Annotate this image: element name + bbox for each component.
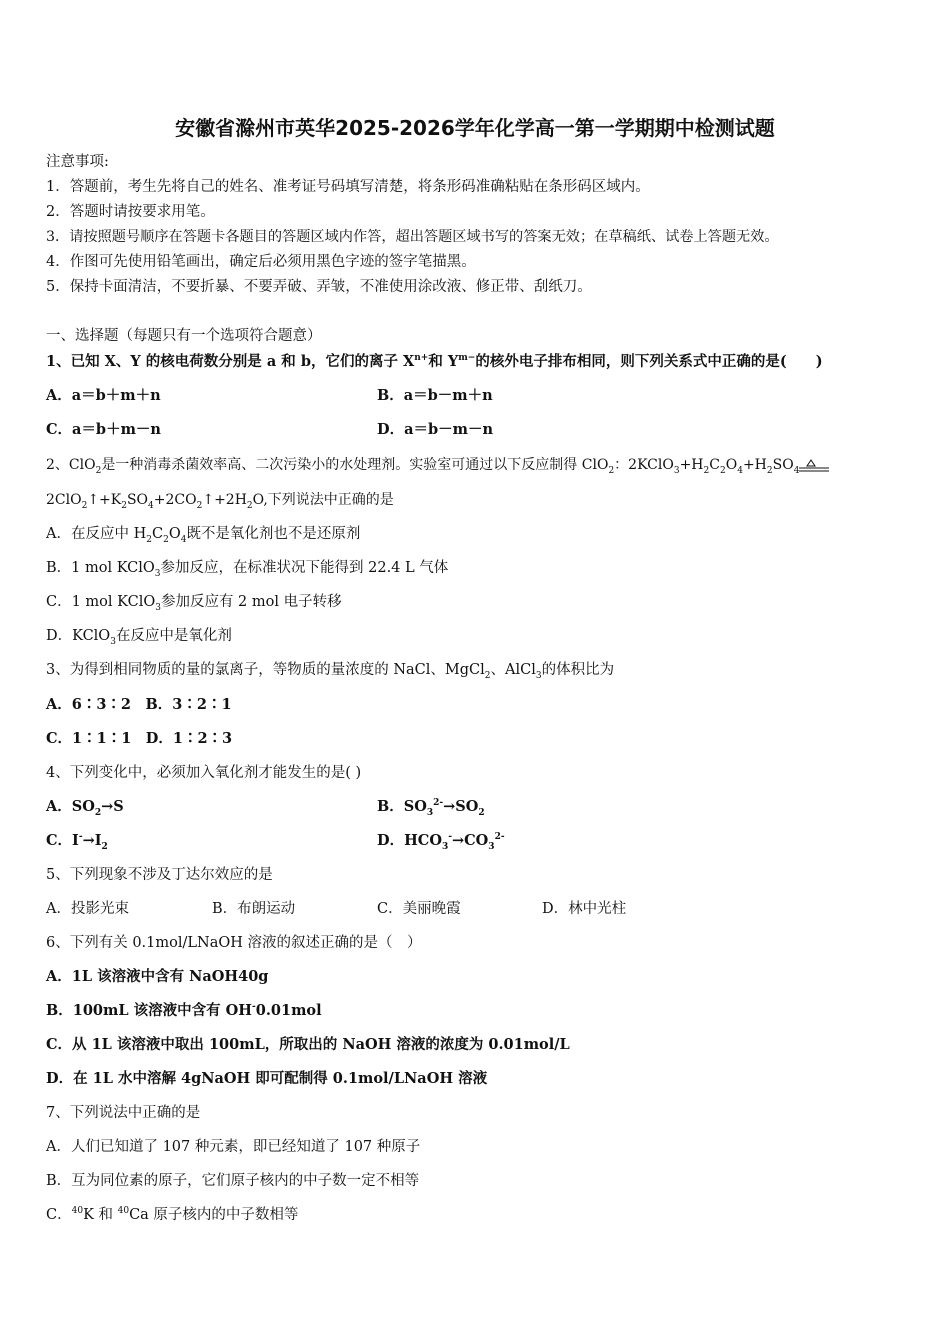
notice-heading: 注意事项: [46, 154, 109, 170]
q2-option-a: A．在反应中 $H_2C_2O_4$既不是氧化剂也不是还原剂 [46, 526, 361, 545]
q1-option-c: C．a＝b＋m－n [46, 421, 161, 438]
q1-option-b: B．a＝b－m＋n [377, 387, 493, 404]
q5-option-a: A．投影光束 [46, 901, 129, 917]
notice-item: 4．作图可先使用铅笔画出，确定后必须用黑色字迹的签字笔描黑。 [46, 254, 476, 270]
notice-item: 1．答题前，考生先将自己的姓名、准考证号码填写清楚，将条形码准确粘贴在条形码区域内。 [46, 179, 650, 195]
q2-option-b: B．1 mol KClO$_3$参加反应，在标准状况下能得到 22.4 L 气体 [46, 560, 449, 579]
question-1-stem: 1、已知 X、Y 的核电荷数分别是 a 和 b，它们的离子 $X^{n+}$和 $Y^{m-}$的核外电子排布相同，则下列关系式中正确的是( ) [46, 353, 823, 370]
notice-item: 2．答题时请按要求用笔。 [46, 204, 215, 220]
question-3-stem: 3、为得到相同物质的量的氯离子，等物质的量浓度的 NaCl、MgCl$_2$、AlCl$_3$的体积比为 [46, 662, 615, 681]
q6-option-a: A．1L 该溶液中含有 NaOH40g [46, 968, 269, 985]
q4-option-b: B．$SO_3^{2-}\to SO_2$ [377, 798, 485, 818]
question-2-stem-continued: $2ClO_2↑+K_2SO_4+2CO_2↑+2H_2O$,下列说法中正确的是 [46, 492, 394, 511]
q5-option-c: C．美丽晚霞 [377, 901, 461, 917]
q6-option-c: C．从 1L 该溶液中取出 100mL，所取出的 NaOH 溶液的浓度为 0.01mol/L [46, 1036, 570, 1053]
q4-option-c: C．$I^-\to I_2$ [46, 832, 108, 852]
heat-equals-icon [799, 458, 829, 472]
notice-item: 3．请按照题号顺序在答题卡各题目的答题区域内作答，超出答题区域书写的答案无效；在草稿纸、试卷上答题无效。 [46, 229, 779, 245]
question-5-stem: 5、下列现象不涉及丁达尔效应的是 [46, 867, 273, 883]
question-2-stem: 2、ClO$_2$是一种消毒杀菌效率高、二次污染小的水处理剂。实验室可通过以下反应制得 ClO$_2$：$2KClO_3+H_2C_2O_4+H_2SO_4$ [46, 455, 829, 475]
q7-option-c: C．$^{40}$K 和 $^{40}$Ca 原子核内的中子数相等 [46, 1206, 299, 1223]
notice-item: 5．保持卡面清洁，不要折暴、不要弄破、弄皱，不准使用涂改液、修正带、刮纸刀。 [46, 279, 592, 295]
q4-option-a: A．$SO_2\to S$ [46, 798, 124, 818]
q2-option-c: C．1 mol KClO$_3$参加反应有 2 mol 电子转移 [46, 594, 342, 613]
q7-option-b: B．互为同位素的原子，它们原子核内的中子数一定不相等 [46, 1173, 420, 1189]
q1-option-d: D．a＝b－m－n [377, 421, 493, 438]
q4-option-d: D．$HCO_3^-\to CO_3^{2-}$ [377, 832, 505, 852]
section-heading: 一、选择题（每题只有一个选项符合题意） [46, 328, 322, 344]
q6-option-b: B．100mL 该溶液中含有 OH-0.01mol [46, 1002, 322, 1019]
question-4-stem: 4、下列变化中，必须加入氧化剂才能发生的是( ) [46, 765, 362, 781]
q1-option-a: A．a＝b＋m＋n [46, 387, 161, 404]
q3-options-ab: A．6∶3∶2 B．3∶2∶1 [46, 696, 232, 713]
q2-option-d: D．KClO$_3$在反应中是氧化剂 [46, 628, 232, 647]
q7-option-a: A．人们已知道了 107 种元素，即已经知道了 107 种原子 [46, 1139, 421, 1155]
question-7-stem: 7、下列说法中正确的是 [46, 1105, 201, 1121]
q5-option-d: D．林中光柱 [542, 901, 627, 917]
q5-option-b: B．布朗运动 [212, 901, 296, 917]
q3-options-cd: C．1∶1∶1 D．1∶2∶3 [46, 730, 233, 747]
question-6-stem: 6、下列有关 0.1mol/LNaOH 溶液的叙述正确的是（ ） [46, 935, 422, 951]
page-title: 安徽省滁州市英华2025-2026学年化学高一第一学期期中检测试题 [175, 116, 775, 140]
q6-option-d: D．在 1L 水中溶解 4gNaOH 即可配制得 0.1mol/LNaOH 溶液 [46, 1070, 488, 1087]
